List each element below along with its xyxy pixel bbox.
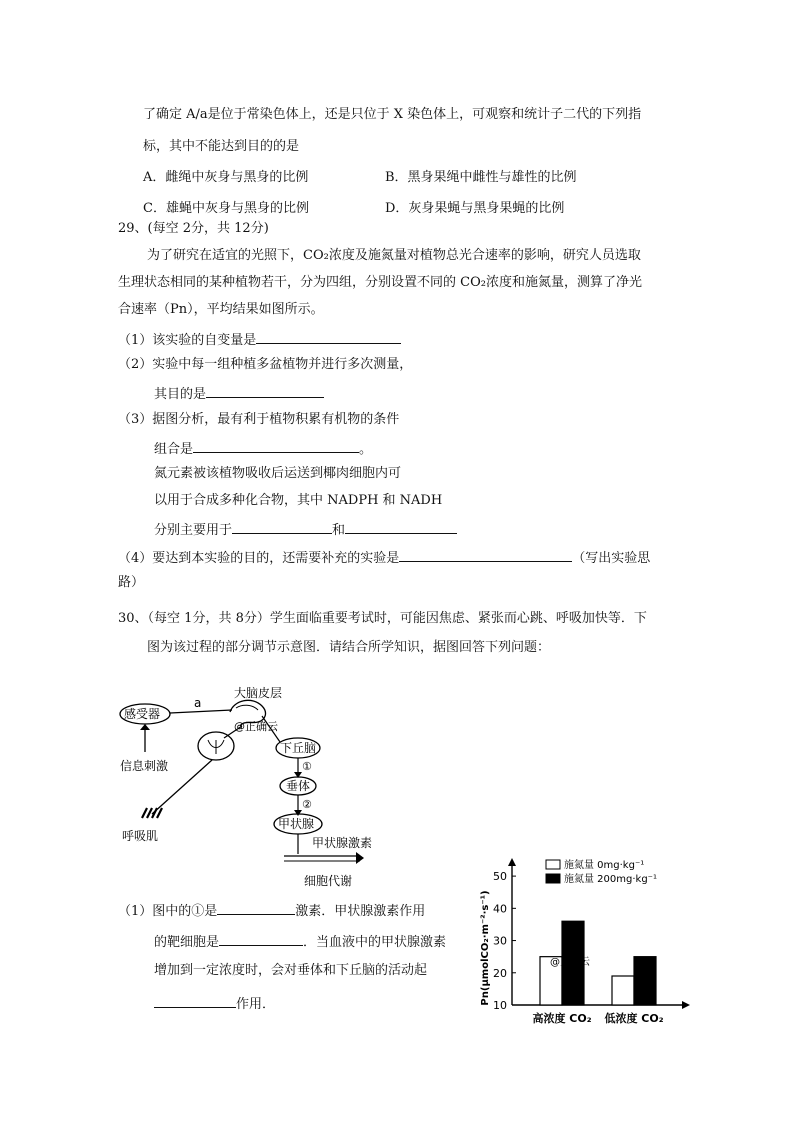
q30-sub1b-end: ．当血液中的甲状腺激素 — [303, 935, 447, 950]
q30-sub1d — [154, 993, 275, 1014]
answer-blank[interactable] — [206, 383, 324, 398]
q29-intro-line2: 生理状态相同的某种植物若干，分为四组，分别设置不同的 CO₂浓度和施氮量，测算了净光 — [118, 275, 642, 290]
answer-blank[interactable] — [219, 931, 303, 946]
q28-stem-line1: 了确定 A/a是位于常染色体上，还是只位于 X 染色体上，可观察和统计子二代的下列指 — [143, 107, 642, 122]
q29-header: 29、(每空 2分，共 12分) — [118, 221, 269, 236]
q30-sub1d-end: 作用． — [236, 997, 276, 1012]
spinal-cord-grey — [208, 740, 224, 754]
cortex-label: 大脑皮层 — [234, 686, 283, 700]
q29-sub2b — [154, 383, 324, 404]
q29-sub3c: 氮元素被该植物吸收后运送到椰肉细胞内可 — [154, 466, 402, 481]
thyroid-label: 甲状腺 — [278, 817, 315, 831]
arrow-2-head — [294, 810, 302, 816]
stimulus-arrowhead — [140, 724, 150, 730]
answer-blank[interactable] — [399, 547, 572, 562]
bar — [612, 976, 634, 1005]
q29-sub3a: （3）据图分析，最有利于植物积累有机物的条件 — [118, 412, 400, 427]
receptor-label: 感受器 — [124, 707, 161, 721]
q30-sub1b — [154, 931, 446, 952]
chart-y-axis-label: Pn(μmolCO₂·m⁻²·s⁻¹) — [480, 890, 491, 1006]
q28-option-b: B．黑身果绳中雌性与雄性的比例 — [385, 170, 577, 185]
legend-swatch — [546, 874, 560, 883]
q30-sub1c: 增加到一定浓度时，会对垂体和下丘脑的活动起 — [154, 963, 428, 978]
hypothalamus-label: 下丘脑 — [280, 741, 317, 755]
regulation-diagram — [112, 680, 472, 890]
q29-sub3e-and: 和 — [332, 523, 346, 538]
pituitary-label: 垂体 — [286, 779, 311, 793]
thyroid-hormone-label: 甲状腺激素 — [312, 836, 373, 850]
answer-blank[interactable] — [217, 900, 295, 915]
q29-sub3b-text: 组合是 — [154, 442, 194, 457]
q28-option-a: A．雌绳中灰身与黑身的比例 — [143, 170, 309, 185]
cortex-fold — [236, 705, 258, 710]
y-tick-label: 50 — [493, 870, 507, 884]
chart-watermark: @正确云 — [550, 957, 590, 968]
answer-blank[interactable] — [154, 993, 236, 1008]
nerve-line-a — [170, 710, 232, 713]
q30-sub1a — [118, 900, 425, 921]
q29-sub2a: （2）实验中每一组种植多盆植物并进行多次测量， — [118, 357, 413, 372]
q29-sub1-text: （1）该实验的自变量是 — [118, 333, 257, 348]
answer-blank[interactable] — [345, 519, 457, 534]
circle-1-label: ① — [302, 760, 312, 773]
q29-sub3e-text: 分别主要用于 — [154, 523, 233, 538]
bar — [634, 957, 656, 1005]
legend-label: 施氮量 0mg·kg⁻¹ — [564, 860, 645, 871]
y-tick-label: 30 — [493, 934, 507, 948]
q28-option-c: C．雄蝇中灰身与黑身的比例 — [143, 201, 309, 216]
q30-sub1a-end: 激素．甲状腺激素作用 — [295, 904, 426, 919]
circle-2-label: ② — [302, 798, 312, 811]
resp-muscle-label: 呼吸肌 — [122, 829, 159, 843]
pn-bar-chart — [470, 848, 700, 1033]
y-tick-label: 40 — [493, 902, 507, 916]
answer-blank[interactable] — [193, 438, 359, 453]
q29-sub3e — [154, 519, 457, 540]
line-a-label: a — [194, 696, 202, 710]
q29-sub4-text: （4）要达到本实验的目的，还需要补充的实验是 — [118, 551, 400, 566]
chart-categories — [532, 1011, 663, 1025]
q29-sub1 — [118, 329, 401, 350]
q30-sub1b-text: 的靶细胞是 — [154, 935, 220, 950]
x-axis-arrowhead — [682, 1001, 690, 1009]
hormone-arrowhead — [356, 852, 364, 864]
y-axis-arrowhead — [508, 858, 516, 866]
legend-label: 施氮量 200mg·kg⁻¹ — [564, 874, 657, 885]
x-category-label: 高浓度 CO₂ — [532, 1012, 592, 1025]
diagram-watermark: @正确云 — [234, 720, 278, 733]
q29-sub3b — [154, 438, 372, 459]
q30-header-line2: 图为该过程的部分调节示意图．请结合所学知识，据图回答下列问题： — [147, 640, 551, 655]
q29-sub4-end: （写出实验思 — [572, 551, 651, 566]
q30-header-line1: 30、（每空 1分，共 8分）学生面临重要考试时，可能因焦虑、紧张而心跳、呼吸加快等．下 — [118, 611, 647, 626]
q29-sub2b-text: 其目的是 — [154, 387, 207, 402]
q28-option-d: D．灰身果蝇与黑身果蝇的比例 — [385, 201, 565, 216]
answer-blank[interactable] — [256, 329, 401, 344]
q30-sub1a-text: （1）图中的①是 — [118, 904, 218, 919]
chart-legend — [546, 858, 657, 885]
q29-intro-line3: 合速率（Pn），平均结果如图所示。 — [118, 302, 324, 317]
answer-blank[interactable] — [232, 519, 332, 534]
q29-sub3d: 以用于合成多种化合物，其中 NADPH 和 NADH — [154, 493, 443, 508]
metabolism-label: 细胞代谢 — [304, 874, 353, 888]
legend-swatch — [546, 860, 560, 869]
q29-sub4-wrap: 路） — [118, 575, 145, 590]
resp-muscle-hatch — [142, 808, 162, 818]
q29-intro-line1: 为了研究在适宜的光照下，CO₂浓度及施氮量对植物总光合速率的影响，研究人员选取 — [147, 248, 641, 263]
q28-stem-line2: 标，其中不能达到目的的是 — [143, 139, 300, 154]
x-category-label: 低浓度 CO₂ — [604, 1012, 664, 1025]
q29-sub3b-end: 。 — [359, 442, 373, 457]
y-tick-label: 20 — [493, 966, 507, 980]
stimulus-label: 信息刺激 — [120, 759, 169, 773]
y-tick-label: 10 — [493, 999, 507, 1012]
q29-sub4 — [118, 547, 650, 568]
